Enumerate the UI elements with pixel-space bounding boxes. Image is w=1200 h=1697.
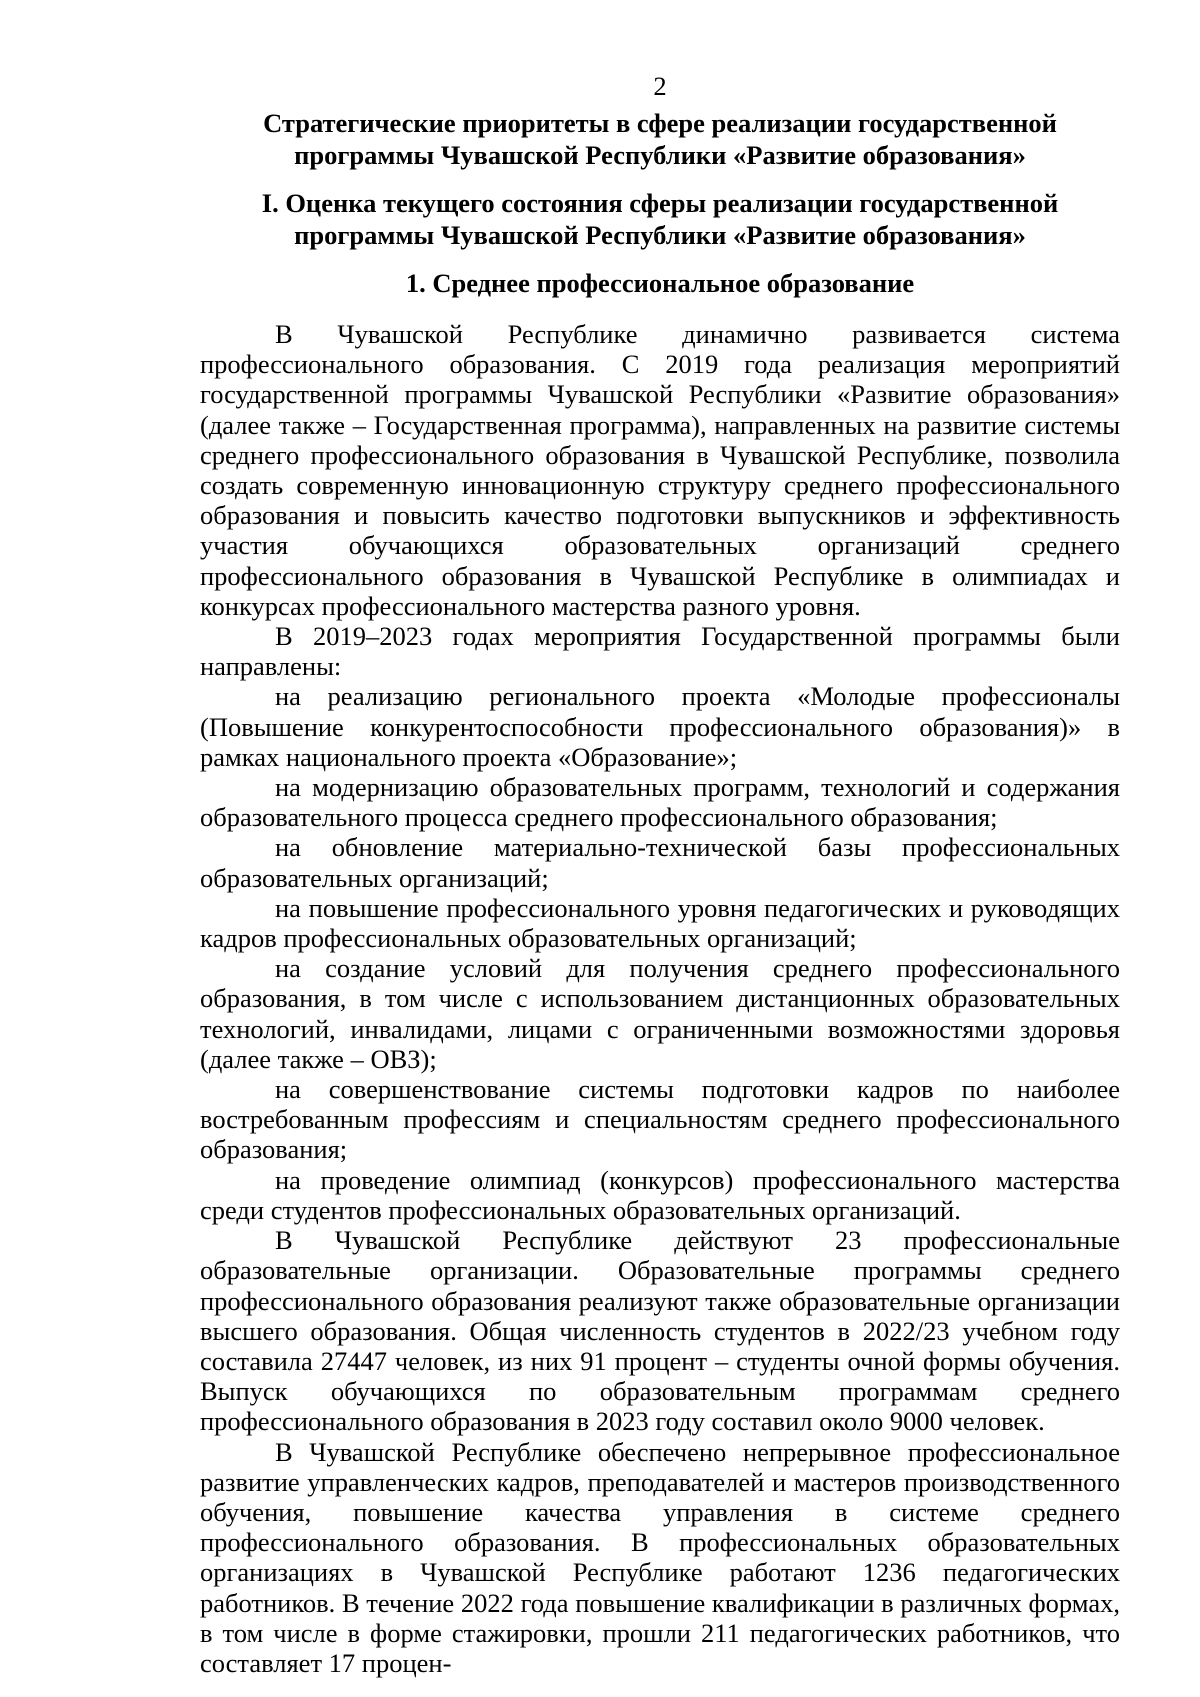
paragraph: В 2019–2023 годах мероприятия Государственной программы были направлены:	[200, 621, 1120, 682]
list-item: на создание условий для получения среднего профессионального образования, в том числе с использованием дистанционных образовательных технологий, инвалидами, лицами с ограниченными возможностями здоровья (далее также – ОВЗ);	[200, 953, 1120, 1074]
main-heading	[200, 107, 1120, 171]
list-item: на совершенствование системы подготовки кадров по наиболее востребованным профессиям и специальностям среднего профессионального образования;	[200, 1074, 1120, 1165]
main-heading-line-1: Стратегические приоритеты в сфере реализации государственной	[263, 108, 1057, 138]
section-heading-line-2: программы Чувашской Республики «Развитие образования»	[294, 220, 1026, 250]
document-page	[200, 0, 1120, 1678]
paragraph: В Чувашской Республике обеспечено непрерывное профессиональное развитие управленческих кадров, преподавателей и мастеров производственного обучения, повышение качества управления в системе среднего профессионального образования. В профессиональных образовательных организациях в Чувашской Республике работают 1236 педагогических работников. В течение 2022 года повышение квалификации в различных формах, в том числе в форме стажировки, прошли 211 педагогических работников, что составляет 17 процен-	[200, 1436, 1120, 1678]
list-item: на проведение олимпиад (конкурсов) профессионального мастерства среди студентов профессиональных образовательных организаций.	[200, 1164, 1120, 1225]
list-item: на модернизацию образовательных программ, технологий и содержания образовательного процесса среднего профессионального образования;	[200, 772, 1120, 833]
list-item: на повышение профессионального уровня педагогических и руководящих кадров профессиональных образовательных организаций;	[200, 892, 1120, 954]
list-item: на обновление материально-технической базы профессиональных образовательных организаций;	[200, 832, 1120, 893]
paragraph: В Чувашской Республике динамично развивается система профессионального образования. С 2019 года реализация мероприятий государственной программы Чувашской Республики «Развитие образования» (далее также – Государственная программа), направленных на развитие системы среднего профессионального образования в Чувашской Республике, позволила создать современную инновационную структуру среднего профессионального образования и повысить качество подготовки выпускников и эффективность участия обучающихся образовательных организаций среднего профессионального образования в Чувашской Республике в олимпиадах и конкурсах профессионального мастерства разного уровня.	[200, 319, 1120, 621]
body-text	[200, 319, 1120, 1678]
page-number: 2	[653, 71, 667, 101]
subsection-heading: 1. Среднее профессиональное образование	[405, 268, 915, 298]
section-heading	[200, 187, 1120, 251]
section-heading-line-1: I. Оценка текущего состояния сферы реализации государственной	[261, 188, 1059, 218]
paragraph: В Чувашской Республике действуют 23 профессиональные образовательные организации. Образовательные программы среднего профессионального образования реализуют также образовательные организации высшего образования. Общая численность студентов в 2022/23 учебном году составила 27447 человек, из них 91 процент – студенты очной формы обучения. Выпуск обучающихся по образовательным программам среднего профессионального образования в 2023 году составил около 9000 человек.	[200, 1225, 1120, 1437]
main-heading-line-2: программы Чувашской Республики «Развитие образования»	[294, 140, 1026, 170]
list-item: на реализацию регионального проекта «Молодые профессионалы (Повышение конкурентоспособности профессионального образования)» в рамках национального проекта «Образование»;	[200, 681, 1120, 772]
